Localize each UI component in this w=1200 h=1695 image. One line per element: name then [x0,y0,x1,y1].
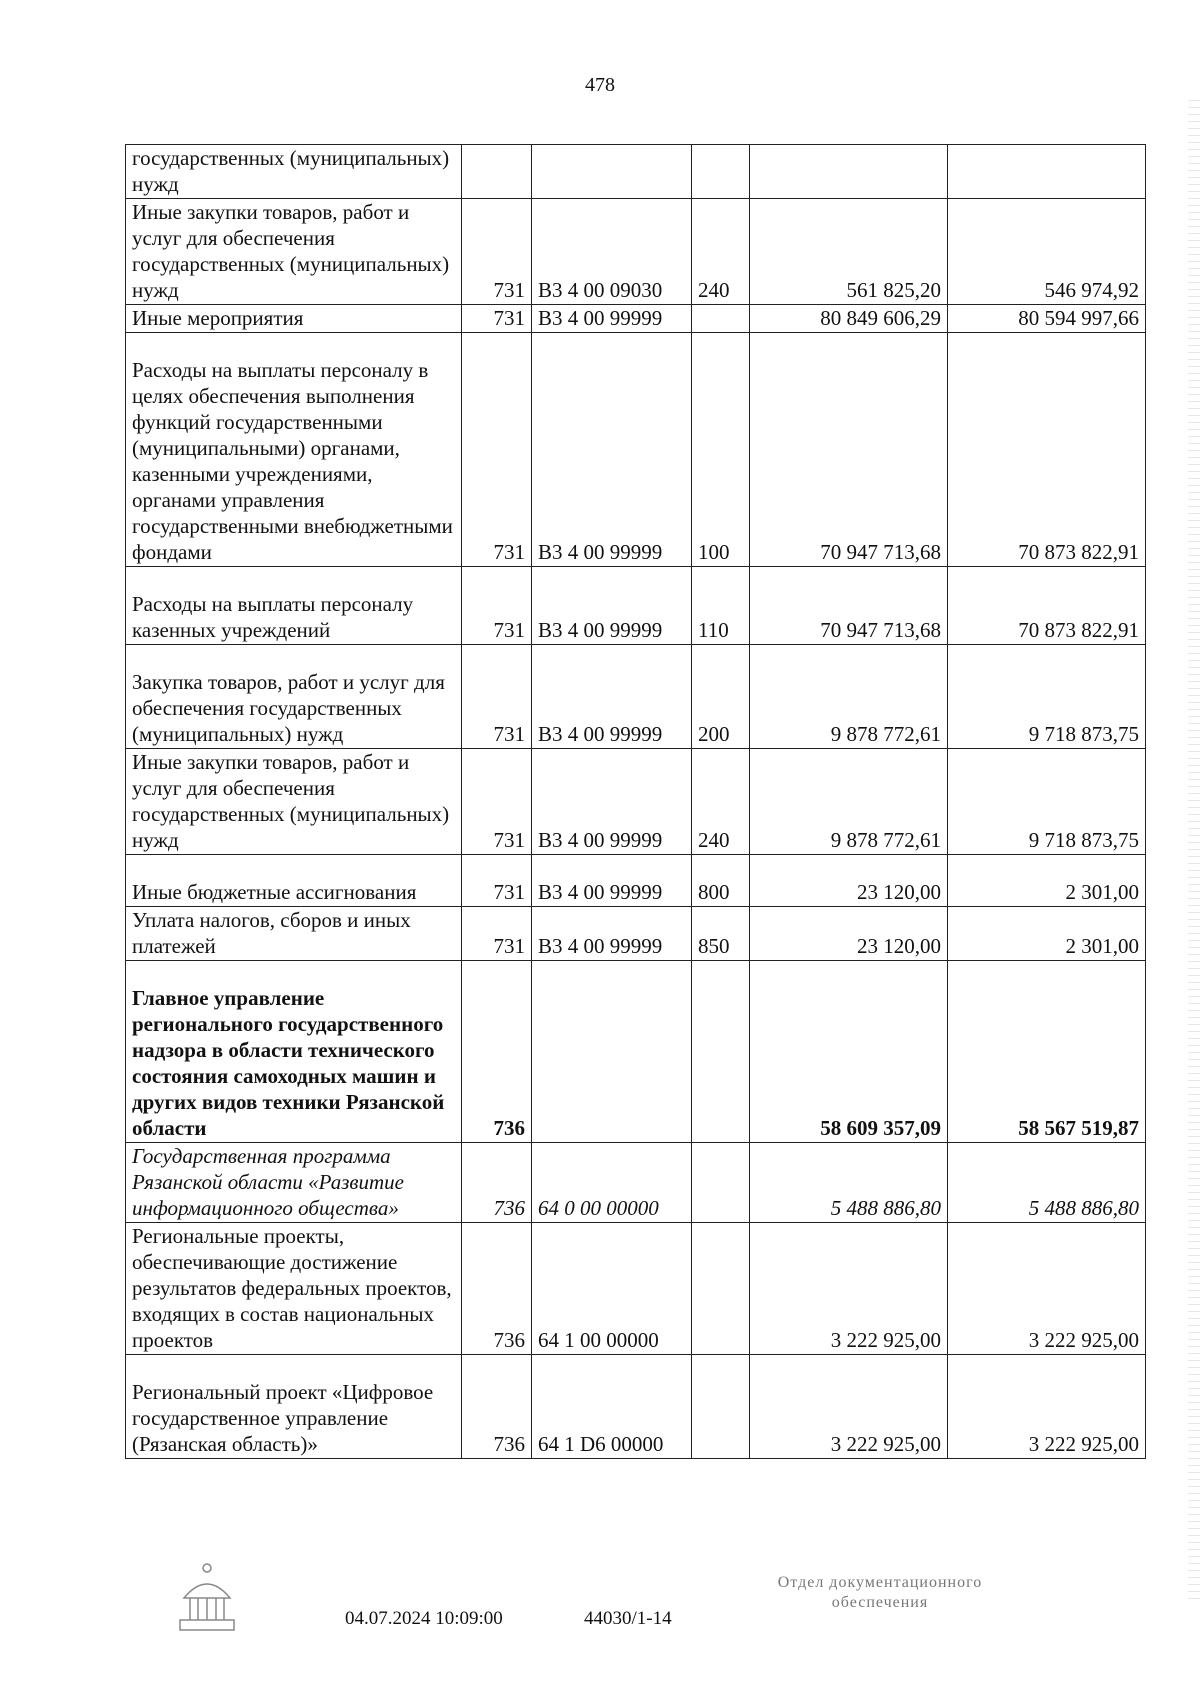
cell-vr: 200 [692,645,750,749]
cell-csr: В3 4 00 99999 [532,749,692,855]
table-row [126,199,1146,305]
cell-name: Региональный проект «Цифровое государственное управление (Рязанская область)» [126,1355,462,1459]
cell-name: Расходы на выплаты персоналу казенных учреждений [126,567,462,645]
table-row [126,961,1146,1143]
cell-ved: 736 [462,1223,532,1355]
cell-ved: 736 [462,1143,532,1223]
cell-csr: 64 1 D6 00000 [532,1355,692,1459]
cell-sum-2024: 5 488 886,80 [750,1143,948,1223]
cell-sum-2024: 3 222 925,00 [750,1223,948,1355]
cell-sum-executed: 5 488 886,80 [948,1143,1146,1223]
table-row [126,645,1146,749]
cell-sum-executed: 9 718 873,75 [948,645,1146,749]
cell-sum-executed: 70 873 822,91 [948,333,1146,567]
cell-ved: 731 [462,305,532,333]
cell-csr: В3 4 00 99999 [532,855,692,907]
table-row [126,1143,1146,1223]
cell-csr [532,961,692,1143]
page-number: 478 [585,74,615,96]
cell-vr [692,305,750,333]
cell-name: Иные закупки товаров, работ и услуг для обеспечения государственных (муниципальных) нужд [126,749,462,855]
budget-table-body [126,145,1146,1459]
cell-csr: 64 1 00 00000 [532,1223,692,1355]
cell-csr: В3 4 00 99999 [532,567,692,645]
cell-ved: 731 [462,749,532,855]
cell-name: Иные бюджетные ассигнования [126,855,462,907]
cell-name: Иные мероприятия [126,305,462,333]
footer-datetime: 04.07.2024 10:09:00 [345,1608,503,1629]
cell-sum-executed: 3 222 925,00 [948,1355,1146,1459]
cell-vr [692,1223,750,1355]
cell-sum-executed: 9 718 873,75 [948,749,1146,855]
budget-table [125,144,1146,1459]
cell-sum-2024: 70 947 713,68 [750,567,948,645]
cell-csr: В3 4 00 99999 [532,305,692,333]
cell-vr: 100 [692,333,750,567]
cell-csr: В3 4 00 99999 [532,333,692,567]
table-row [126,333,1146,567]
cell-csr: В3 4 00 99999 [532,907,692,961]
table-row [126,855,1146,907]
footer-reg-number: 44030/1-14 [584,1608,672,1629]
cell-name: Закупка товаров, работ и услуг для обеспечения государственных (муниципальных) нужд [126,645,462,749]
cell-sum-2024: 23 120,00 [750,907,948,961]
cell-name: Расходы на выплаты персоналу в целях обеспечения выполнения функций государственными (муниципальными) органами, казенными учреждениями, органами управления государственными внебюджетными фондами [126,333,462,567]
cell-name: Иные закупки товаров, работ и услуг для обеспечения государственных (муниципальных) нужд [126,199,462,305]
cell-name: государственных (муниципальных) нужд [126,145,462,199]
table-row [126,567,1146,645]
cell-ved: 731 [462,855,532,907]
table-row [126,305,1146,333]
cell-vr: 850 [692,907,750,961]
cell-sum-2024: 3 222 925,00 [750,1355,948,1459]
cell-vr [692,961,750,1143]
cell-sum-executed: 3 222 925,00 [948,1223,1146,1355]
cell-csr [532,145,692,199]
cell-sum-2024: 9 878 772,61 [750,749,948,855]
cell-ved: 736 [462,1355,532,1459]
cell-ved: 736 [462,961,532,1143]
cell-sum-executed: 546 974,92 [948,199,1146,305]
table-row [126,1355,1146,1459]
cell-sum-executed: 80 594 997,66 [948,305,1146,333]
cell-sum-executed: 70 873 822,91 [948,567,1146,645]
cell-name: Главное управление регионального государственного надзора в области технического состояния самоходных машин и других видов техники Рязанской области [126,961,462,1143]
cell-vr [692,1355,750,1459]
cell-ved: 731 [462,567,532,645]
cell-vr [692,1143,750,1223]
cell-sum-2024: 70 947 713,68 [750,333,948,567]
cell-csr: В3 4 00 99999 [532,645,692,749]
cell-vr: 110 [692,567,750,645]
cell-name: Уплата налогов, сборов и иных платежей [126,907,462,961]
scan-edge-marks [1188,100,1200,1600]
table-row [126,1223,1146,1355]
cell-vr: 800 [692,855,750,907]
cell-sum-executed [948,145,1146,199]
stamp-line-1: Отдел документационного [777,1574,983,1591]
cell-csr: 64 0 00 00000 [532,1143,692,1223]
cell-sum-2024 [750,145,948,199]
cell-ved: 731 [462,645,532,749]
cell-name: Региональные проекты, обеспечивающие достижение результатов федеральных проектов, входящих в состав национальных проектов [126,1223,462,1355]
cell-ved: 731 [462,333,532,567]
cell-sum-executed: 58 567 519,87 [948,961,1146,1143]
cell-sum-2024: 58 609 357,09 [750,961,948,1143]
coat-of-arms-icon [172,1558,242,1638]
cell-sum-2024: 80 849 606,29 [750,305,948,333]
cell-ved [462,145,532,199]
cell-vr: 240 [692,749,750,855]
cell-sum-2024: 9 878 772,61 [750,645,948,749]
table-row [126,145,1146,199]
cell-sum-executed: 2 301,00 [948,907,1146,961]
cell-sum-2024: 561 825,20 [750,199,948,305]
table-row [126,907,1146,961]
stamp-line-2: обеспечения [831,1594,929,1611]
cell-csr: В3 4 00 09030 [532,199,692,305]
department-stamp [730,1573,1030,1613]
cell-ved: 731 [462,907,532,961]
cell-name: Государственная программа Рязанской области «Развитие информационного общества» [126,1143,462,1223]
cell-sum-2024: 23 120,00 [750,855,948,907]
cell-ved: 731 [462,199,532,305]
table-row [126,749,1146,855]
cell-sum-executed: 2 301,00 [948,855,1146,907]
cell-vr: 240 [692,199,750,305]
cell-vr [692,145,750,199]
